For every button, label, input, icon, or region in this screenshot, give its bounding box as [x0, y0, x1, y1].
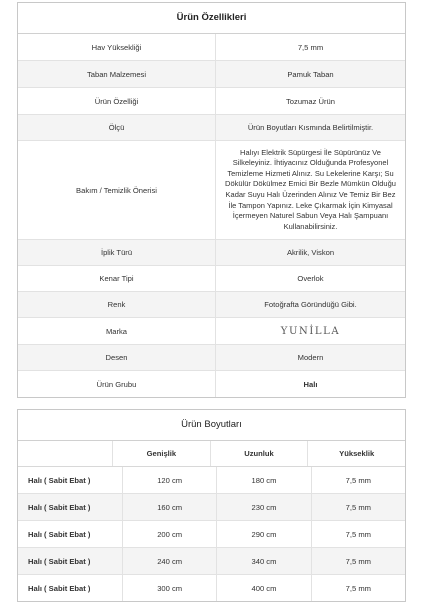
row-length: 400 cm [217, 575, 311, 601]
spec-value: Overlok [297, 274, 324, 283]
row-height: 7,5 mm [345, 556, 371, 566]
row-width: 240 cm [123, 548, 217, 574]
dimensions-header-row [18, 441, 405, 467]
product-specs-table [17, 2, 406, 398]
spec-value: Akrilik, Viskon [286, 248, 335, 257]
spec-row-feature [18, 88, 405, 115]
spec-label: Ürün Özelliği [18, 88, 216, 114]
product-dimensions-table [17, 409, 406, 602]
spec-value: Tozumaz Ürün [286, 96, 335, 106]
table-row [18, 548, 405, 575]
table-row [18, 521, 405, 548]
row-height: 7,5 mm [345, 583, 371, 593]
table-row [18, 494, 405, 521]
row-product-name: Halı ( Sabit Ebat ) [18, 575, 123, 601]
spec-value: Halı [303, 379, 318, 389]
row-height: 7,5 mm [345, 529, 371, 539]
spec-row-product-group [18, 371, 405, 397]
spec-row-pile-height [18, 34, 405, 61]
row-height: 7,5 mm [345, 502, 371, 512]
dimensions-title: Ürün Boyutları [18, 410, 405, 441]
table-row [18, 575, 405, 602]
row-width: 160 cm [123, 494, 217, 520]
spec-value: Ürün Boyutları Kısmında Belirtilmiştir. [247, 123, 374, 132]
spec-label: İplik Türü [18, 240, 216, 265]
row-width: 300 cm [123, 575, 217, 601]
spec-row-care [18, 141, 405, 240]
row-height: 7,5 mm [345, 475, 371, 485]
spec-row-base-material [18, 61, 405, 88]
row-length: 230 cm [217, 494, 311, 520]
spec-label: Bakım / Temizlik Önerisi [18, 141, 216, 239]
table-row [18, 467, 405, 494]
spec-row-size [18, 115, 405, 141]
spec-row-yarn-type [18, 240, 405, 266]
row-length: 290 cm [217, 521, 311, 547]
spec-row-pattern [18, 345, 405, 371]
spec-row-color [18, 292, 405, 318]
header-cell-height: Yükseklik [339, 449, 375, 458]
brand-logo: YUNİLLA [280, 325, 341, 337]
spec-label: Kenar Tipi [18, 266, 216, 291]
row-product-name: Halı ( Sabit Ebat ) [18, 548, 123, 574]
specs-title: Ürün Özellikleri [18, 3, 405, 34]
spec-label: Desen [18, 345, 216, 370]
spec-value: Halıyı Elektrik Süpürgesi İle Süpürünüz Ve Silkeleyiniz. İhtiyacınız Olduğunda Profesyonel Temizleme Hizmeti Alınız. Su Lekelerine Karşı; Su Dökülür Dökülmez Emici Bir Bezle Mümkün Olduğu Kadar Suyu Halı Üzerinden Alınız Ve Temiz Bir Bez İle Tampon Yapınız. Leke Çıkarmak İçin Kimyasal İçermeyen Naturel Sabun Veya Halı Şampuanı Kullanabilirsiniz. [225, 147, 396, 231]
spec-value: Modern [297, 353, 324, 362]
spec-label: Hav Yüksekliği [18, 34, 216, 60]
spec-row-edge-type [18, 266, 405, 292]
spec-label: Marka [18, 318, 216, 344]
spec-value: Fotoğrafta Göründüğü Gibi. [264, 300, 357, 309]
row-width: 200 cm [123, 521, 217, 547]
header-cell-length: Uzunluk [211, 441, 309, 466]
spec-label: Ölçü [18, 115, 216, 140]
spec-row-brand [18, 318, 405, 345]
row-length: 340 cm [217, 548, 311, 574]
row-product-name: Halı ( Sabit Ebat ) [18, 467, 123, 493]
header-cell-width: Genişlik [113, 441, 211, 466]
spec-value: 7,5 mm [297, 42, 324, 52]
spec-value: Pamuk Taban [287, 69, 334, 79]
row-product-name: Halı ( Sabit Ebat ) [18, 494, 123, 520]
header-cell-blank [18, 441, 113, 466]
spec-label: Taban Malzemesi [18, 61, 216, 87]
row-product-name: Halı ( Sabit Ebat ) [18, 521, 123, 547]
spec-label: Ürün Grubu [18, 371, 216, 397]
spec-label: Renk [18, 292, 216, 317]
row-width: 120 cm [123, 467, 217, 493]
row-length: 180 cm [217, 467, 311, 493]
